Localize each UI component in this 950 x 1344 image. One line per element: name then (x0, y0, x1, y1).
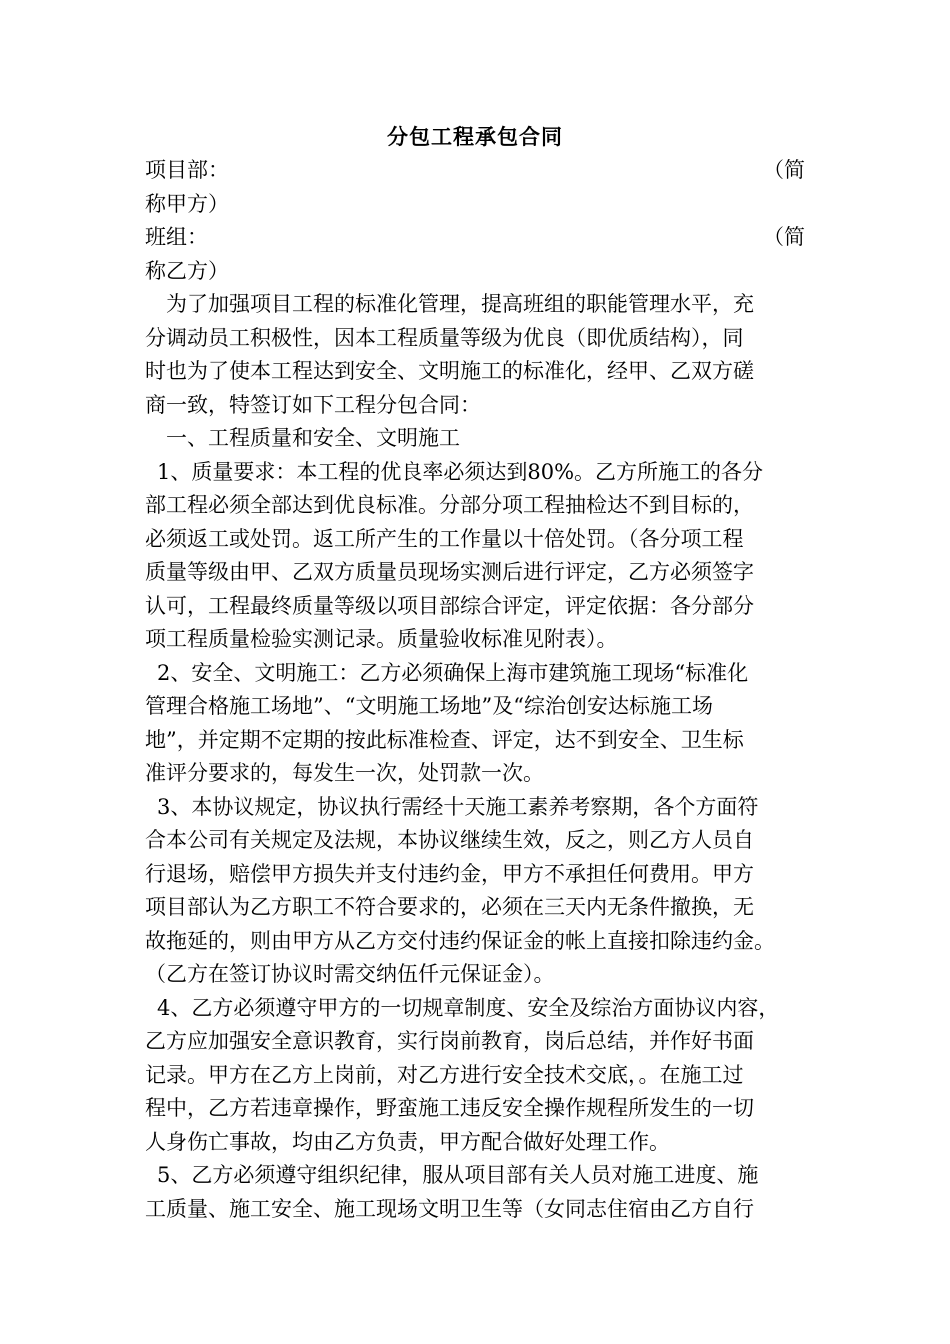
clause-line: 认可，工程最终质量等级以项目部综合评定，评定依据：各分部分 (145, 593, 754, 618)
party-b-line (145, 221, 805, 255)
clause-line: 部工程必须全部达到优良标准。分部分项工程抽检达不到目标的， (145, 493, 754, 517)
clause-line: 程中，乙方若违章操作，野蛮施工违反安全操作规程所发生的一切 (145, 1096, 754, 1120)
party-b-note-continued: 称乙方） (145, 258, 229, 283)
clause-line: 人身伤亡事故，均由乙方负责，甲方配合做好处理工作。 (145, 1129, 670, 1154)
contract-page (145, 120, 805, 1226)
clause-line: 1、质量要求：本工程的优良率必须达到80%。乙方所施工的各分 (157, 459, 764, 484)
party-b-label: 班组： (145, 225, 208, 249)
clause-1-paragraph (145, 456, 805, 657)
section-1-heading: 一、工程质量和安全、文明施工 (166, 426, 460, 450)
clause-line: 记录。甲方在乙方上岗前，对乙方进行安全技术交底，。在施工过 (145, 1062, 744, 1087)
clause-line: 合本公司有关规定及法规，本协议继续生效，反之，则乙方人员自 (145, 828, 754, 852)
clause-2-paragraph (145, 657, 805, 791)
clause-line: 4、乙方必须遵守甲方的一切规章制度、安全及综治方面协议内容， (157, 995, 780, 1020)
clause-line: 故拖延的，则由甲方从乙方交付违约保证金的帐上直接扣除违约金。 (145, 928, 775, 953)
clause-line: 乙方应加强安全意识教育，实行岗前教育，岗后总结，并作好书面 (145, 1029, 754, 1053)
clause-line: 工质量、施工安全、施工现场文明卫生等（女同志住宿由乙方自行 (145, 1196, 754, 1221)
party-a-note-continued: 称甲方） (145, 191, 229, 216)
clause-line: 质量等级由甲、乙双方质量员现场实测后进行评定，乙方必须签字 (145, 560, 754, 584)
party-b-note: （简 (763, 225, 805, 249)
intro-line: 时也为了使本工程达到安全、文明施工的标准化，经甲、乙双方磋 (145, 359, 754, 383)
clause-line: 5、乙方必须遵守组织纪律，服从项目部有关人员对施工进度、施 (157, 1163, 759, 1187)
clause-line: 地”，并定期不定期的按此标准检查、评定，达不到安全、卫生标 (145, 727, 744, 752)
party-a-note: （简 (763, 158, 805, 182)
clause-4-paragraph (145, 992, 805, 1160)
clause-line: 行退场，赔偿甲方损失并支付违约金，甲方不承担任何费用。甲方 (145, 861, 754, 886)
clause-line: （乙方在签订协议时需交纳伍仟元保证金）。 (145, 962, 555, 986)
clause-line: 必须返工或处罚。返工所产生的工作量以十倍处罚。（各分项工程 (145, 526, 744, 551)
intro-line: 分调动员工积极性，因本工程质量等级为优良（即优质结构），同 (145, 325, 744, 350)
party-a-line (145, 154, 805, 188)
party-a-label: 项目部： (145, 158, 229, 182)
clause-3-paragraph (145, 791, 805, 992)
intro-line: 为了加强项目工程的标准化管理，提高班组的职能管理水平，充 (166, 292, 754, 316)
clause-line: 项工程质量检验实测记录。质量验收标准见附表）。 (145, 627, 618, 651)
intro-line: 商一致，特签订如下工程分包合同： (145, 392, 481, 417)
clause-line: 项目部认为乙方职工不符合要求的，必须在三天内无条件撤换，无 (145, 895, 754, 919)
clause-line: 2、安全、文明施工：乙方必须确保上海市建筑施工现场“标准化 (157, 660, 749, 685)
clause-line: 3、本协议规定，协议执行需经十天施工素养考察期，各个方面符 (157, 794, 759, 819)
intro-paragraph (145, 288, 805, 422)
clause-line: 管理合格施工场地”、“文明施工场地”及“综治创安达标施工场 (145, 694, 713, 718)
document-title: 分包工程承包合同 (387, 124, 563, 149)
clause-5-paragraph (145, 1159, 805, 1226)
clause-line: 准评分要求的，每发生一次，处罚款一次。 (145, 761, 544, 785)
